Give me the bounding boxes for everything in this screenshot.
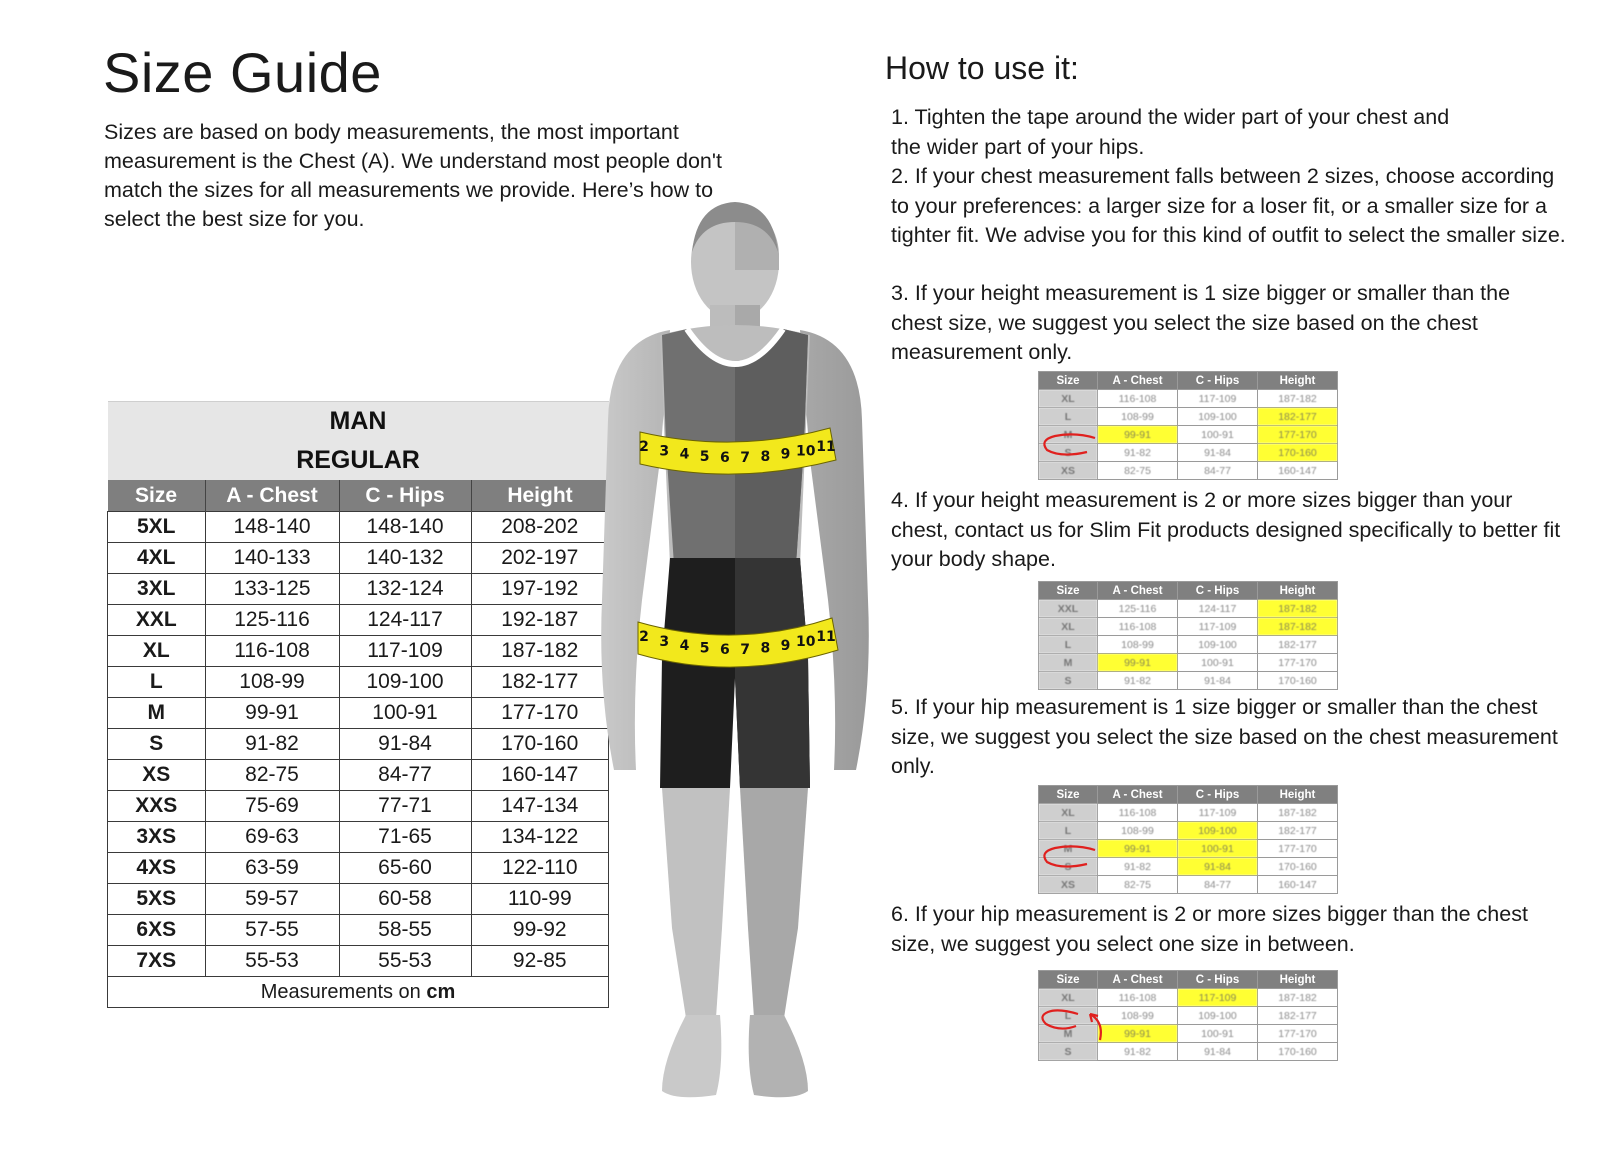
example-cell: 182-177 bbox=[1258, 1007, 1338, 1025]
red-circle-marker-2 bbox=[1040, 842, 1100, 872]
tape-number: 8 bbox=[760, 640, 771, 657]
table-row bbox=[108, 698, 609, 729]
example-cell: L bbox=[1039, 822, 1098, 840]
cell-chest: 140-133 bbox=[205, 543, 339, 574]
cell-height: 187-182 bbox=[471, 636, 609, 667]
ex2-header-height: Height bbox=[1258, 582, 1338, 600]
cell-size: S bbox=[108, 729, 206, 760]
footer-unit: cm bbox=[426, 980, 456, 1003]
example-row bbox=[1039, 390, 1338, 408]
example-row bbox=[1039, 408, 1338, 426]
example-cell: 182-177 bbox=[1258, 636, 1338, 654]
red-circle-marker-1 bbox=[1040, 430, 1100, 460]
ex3-header-size: Size bbox=[1039, 786, 1098, 804]
example-cell: 99-91 bbox=[1098, 1025, 1178, 1043]
example-cell: L bbox=[1039, 408, 1098, 426]
step-4: 4. If your height measurement is 2 or more sizes bigger than your chest, contact us for Slim Fit products designed specifically to better fit your body shape. bbox=[891, 488, 1561, 571]
tape-number: 6 bbox=[720, 449, 730, 466]
example-cell: XL bbox=[1039, 989, 1098, 1007]
tape-number: 3 bbox=[659, 634, 670, 651]
example-cell: 99-91 bbox=[1098, 426, 1178, 444]
example-cell: XL bbox=[1039, 390, 1098, 408]
tape-number: 2 bbox=[639, 438, 649, 455]
example-row bbox=[1039, 618, 1338, 636]
col-header-height: Height bbox=[471, 480, 609, 512]
example-cell: 91-84 bbox=[1178, 672, 1258, 690]
cell-size: 4XS bbox=[108, 853, 206, 884]
example-cell: 177-170 bbox=[1258, 426, 1338, 444]
example-cell: 177-170 bbox=[1258, 840, 1338, 858]
example-cell: 84-77 bbox=[1178, 462, 1258, 480]
figure-right-foot bbox=[749, 1015, 808, 1097]
table-row bbox=[108, 636, 609, 667]
cell-size: L bbox=[108, 667, 206, 698]
example-row bbox=[1039, 654, 1338, 672]
table-row bbox=[108, 853, 609, 884]
table-row bbox=[108, 667, 609, 698]
example-cell: 116-108 bbox=[1098, 390, 1178, 408]
example-cell: 91-82 bbox=[1098, 858, 1178, 876]
cell-chest: 148-140 bbox=[205, 512, 339, 543]
table-row bbox=[108, 729, 609, 760]
ex3-header-height: Height bbox=[1258, 786, 1338, 804]
cell-hips: 84-77 bbox=[339, 760, 471, 791]
tape-number: 8 bbox=[760, 448, 771, 465]
cell-chest: 75-69 bbox=[205, 791, 339, 822]
example-cell: 187-182 bbox=[1258, 618, 1338, 636]
example-cell: S bbox=[1039, 672, 1098, 690]
example-cell: 170-160 bbox=[1258, 858, 1338, 876]
example-cell: 91-82 bbox=[1098, 1043, 1178, 1061]
example-cell: 109-100 bbox=[1178, 1007, 1258, 1025]
example-cell: 177-170 bbox=[1258, 654, 1338, 672]
figure-left-foot bbox=[662, 1015, 721, 1097]
example-cell: 108-99 bbox=[1098, 822, 1178, 840]
table-row bbox=[108, 760, 609, 791]
example-row bbox=[1039, 636, 1338, 654]
example-cell: S bbox=[1039, 858, 1098, 876]
table-row bbox=[108, 512, 609, 543]
example-cell: 91-82 bbox=[1098, 672, 1178, 690]
cell-hips: 140-132 bbox=[339, 543, 471, 574]
cell-chest: 59-57 bbox=[205, 884, 339, 915]
table-row bbox=[108, 884, 609, 915]
col-header-size: Size bbox=[108, 480, 206, 512]
cell-height: 182-177 bbox=[471, 667, 609, 698]
step-3: 3. If your height measurement is 1 size bigger or smaller than the chest size, we suggest you select the size based on the chest measurement only. bbox=[891, 281, 1511, 364]
example-cell: L bbox=[1039, 636, 1098, 654]
cell-height: 99-92 bbox=[471, 915, 609, 946]
col-header-hips: C - Hips bbox=[339, 480, 471, 512]
cell-hips: 124-117 bbox=[339, 605, 471, 636]
example-cell: 109-100 bbox=[1178, 408, 1258, 426]
example-cell: XL bbox=[1039, 618, 1098, 636]
table-row bbox=[108, 791, 609, 822]
example-cell: 117-109 bbox=[1178, 804, 1258, 822]
table-row bbox=[108, 543, 609, 574]
table-row bbox=[108, 915, 609, 946]
example-cell: 91-84 bbox=[1178, 444, 1258, 462]
example-row bbox=[1039, 989, 1338, 1007]
cell-chest: 55-53 bbox=[205, 946, 339, 977]
ex1-header-hips: C - Hips bbox=[1178, 372, 1258, 390]
cell-height: 110-99 bbox=[471, 884, 609, 915]
example-cell: 177-170 bbox=[1258, 1025, 1338, 1043]
cell-height: 170-160 bbox=[471, 729, 609, 760]
example-row bbox=[1039, 672, 1338, 690]
ex4-header-hips: C - Hips bbox=[1178, 971, 1258, 989]
cell-height: 92-85 bbox=[471, 946, 609, 977]
example-table-3 bbox=[1038, 785, 1338, 894]
body-figure bbox=[600, 200, 870, 1120]
example-cell: 117-109 bbox=[1178, 390, 1258, 408]
example-cell: 116-108 bbox=[1098, 989, 1178, 1007]
tape-number: 4 bbox=[679, 446, 690, 463]
example-cell: 100-91 bbox=[1178, 426, 1258, 444]
example-cell: 108-99 bbox=[1098, 636, 1178, 654]
cell-chest: 133-125 bbox=[205, 574, 339, 605]
tape-number: 9 bbox=[780, 638, 791, 655]
figure-left-arm bbox=[601, 330, 670, 770]
example-cell: 117-109 bbox=[1178, 989, 1258, 1007]
cell-chest: 125-116 bbox=[205, 605, 339, 636]
example-row bbox=[1039, 822, 1338, 840]
example-cell: 170-160 bbox=[1258, 672, 1338, 690]
example-row bbox=[1039, 462, 1338, 480]
example-cell: 84-77 bbox=[1178, 876, 1258, 894]
example-row bbox=[1039, 876, 1338, 894]
example-cell: 187-182 bbox=[1258, 804, 1338, 822]
example-cell: 187-182 bbox=[1258, 989, 1338, 1007]
example-row bbox=[1039, 804, 1338, 822]
cell-size: 5XS bbox=[108, 884, 206, 915]
example-cell: XS bbox=[1039, 876, 1098, 894]
tape-number: 11 bbox=[816, 629, 836, 646]
cell-hips: 71-65 bbox=[339, 822, 471, 853]
example-cell: 99-91 bbox=[1098, 840, 1178, 858]
tape-number: 4 bbox=[679, 638, 690, 655]
tape-number: 7 bbox=[740, 449, 750, 466]
tape-number: 7 bbox=[740, 641, 750, 658]
cell-chest: 116-108 bbox=[205, 636, 339, 667]
cell-hips: 55-53 bbox=[339, 946, 471, 977]
table-row bbox=[108, 605, 609, 636]
table-row bbox=[108, 574, 609, 605]
example-cell: M bbox=[1039, 654, 1098, 672]
tape-number: 11 bbox=[816, 438, 836, 455]
example-cell: 124-117 bbox=[1178, 600, 1258, 618]
cell-hips: 109-100 bbox=[339, 667, 471, 698]
cell-size: M bbox=[108, 698, 206, 729]
cell-height: 134-122 bbox=[471, 822, 609, 853]
tape-number: 5 bbox=[699, 448, 710, 465]
cell-size: XL bbox=[108, 636, 206, 667]
cell-chest: 99-91 bbox=[205, 698, 339, 729]
example-cell: 108-99 bbox=[1098, 408, 1178, 426]
red-arrow-marker bbox=[1038, 1006, 1118, 1046]
size-table bbox=[107, 401, 609, 1008]
example-cell: 187-182 bbox=[1258, 390, 1338, 408]
example-cell: 109-100 bbox=[1178, 636, 1258, 654]
step-1: 1. Tighten the tape around the wider part of your chest and the wider part of your hips. bbox=[891, 105, 1450, 159]
example-cell: 116-108 bbox=[1098, 618, 1178, 636]
example-cell: L bbox=[1039, 1007, 1098, 1025]
cell-size: XS bbox=[108, 760, 206, 791]
cell-hips: 65-60 bbox=[339, 853, 471, 884]
intro-text: Sizes are based on body measurements, the most important measurement is the Chest (A). We understand most people don't match the sizes for all measurements we provide. Here’s how to select the best size for you. bbox=[104, 120, 722, 231]
cell-height: 122-110 bbox=[471, 853, 609, 884]
table-fit-label: REGULAR bbox=[108, 441, 609, 480]
col-header-chest: A - Chest bbox=[205, 480, 339, 512]
example-cell: 100-91 bbox=[1178, 1025, 1258, 1043]
cell-chest: 57-55 bbox=[205, 915, 339, 946]
cell-size: XXS bbox=[108, 791, 206, 822]
table-row bbox=[108, 822, 609, 853]
example-table-2 bbox=[1038, 581, 1338, 690]
example-cell: 91-84 bbox=[1178, 858, 1258, 876]
ex2-header-chest: A - Chest bbox=[1098, 582, 1178, 600]
ex4-header-size: Size bbox=[1039, 971, 1098, 989]
table-row bbox=[108, 946, 609, 977]
cell-hips: 117-109 bbox=[339, 636, 471, 667]
cell-size: 3XL bbox=[108, 574, 206, 605]
ex1-header-height: Height bbox=[1258, 372, 1338, 390]
cell-size: 5XL bbox=[108, 512, 206, 543]
ex2-header-hips: C - Hips bbox=[1178, 582, 1258, 600]
cell-height: 160-147 bbox=[471, 760, 609, 791]
cell-size: XXL bbox=[108, 605, 206, 636]
example-cell: 117-109 bbox=[1178, 618, 1258, 636]
figure-right-arm bbox=[800, 330, 869, 770]
example-cell: 82-75 bbox=[1098, 462, 1178, 480]
example-cell: 100-91 bbox=[1178, 840, 1258, 858]
example-cell: XXL bbox=[1039, 600, 1098, 618]
tape-number: 10 bbox=[796, 443, 816, 460]
example-cell: M bbox=[1039, 840, 1098, 858]
cell-hips: 58-55 bbox=[339, 915, 471, 946]
example-cell: 109-100 bbox=[1178, 822, 1258, 840]
example-cell: S bbox=[1039, 1043, 1098, 1061]
cell-hips: 60-58 bbox=[339, 884, 471, 915]
example-cell: 125-116 bbox=[1098, 600, 1178, 618]
cell-hips: 91-84 bbox=[339, 729, 471, 760]
ex3-header-chest: A - Chest bbox=[1098, 786, 1178, 804]
example-cell: 91-84 bbox=[1178, 1043, 1258, 1061]
example-cell: 99-91 bbox=[1098, 654, 1178, 672]
cell-size: 4XL bbox=[108, 543, 206, 574]
cell-height: 192-187 bbox=[471, 605, 609, 636]
cell-height: 202-197 bbox=[471, 543, 609, 574]
example-cell: 82-75 bbox=[1098, 876, 1178, 894]
example-cell: 170-160 bbox=[1258, 444, 1338, 462]
example-cell: 91-82 bbox=[1098, 444, 1178, 462]
step-2: 2. If your chest measurement falls between 2 sizes, choose according to your preferences: a larger size for a loser fit, or a smaller size for a tighter fit. We advise you for this kind of outfit to select the smaller size. bbox=[891, 164, 1566, 247]
example-cell: 182-177 bbox=[1258, 408, 1338, 426]
cell-hips: 100-91 bbox=[339, 698, 471, 729]
tape-number: 5 bbox=[699, 640, 710, 657]
figure-left-leg bbox=[662, 788, 730, 1018]
tape-number: 10 bbox=[796, 634, 816, 651]
tape-number: 6 bbox=[720, 641, 730, 658]
tape-number: 2 bbox=[639, 629, 649, 646]
cell-chest: 91-82 bbox=[205, 729, 339, 760]
example-cell: XS bbox=[1039, 462, 1098, 480]
cell-chest: 63-59 bbox=[205, 853, 339, 884]
cell-hips: 148-140 bbox=[339, 512, 471, 543]
cell-size: 3XS bbox=[108, 822, 206, 853]
cell-height: 147-134 bbox=[471, 791, 609, 822]
how-to-title: How to use it: bbox=[885, 50, 1079, 86]
cell-chest: 69-63 bbox=[205, 822, 339, 853]
ex4-header-chest: A - Chest bbox=[1098, 971, 1178, 989]
example-cell: 160-147 bbox=[1258, 876, 1338, 894]
cell-height: 208-202 bbox=[471, 512, 609, 543]
table-group-label: MAN bbox=[108, 402, 609, 442]
page-title: Size Guide bbox=[103, 41, 382, 104]
step-6: 6. If your hip measurement is 2 or more sizes bigger than the chest size, we suggest you select one size in between. bbox=[891, 902, 1528, 956]
ex1-header-chest: A - Chest bbox=[1098, 372, 1178, 390]
example-cell: 108-99 bbox=[1098, 1007, 1178, 1025]
figure-right-leg bbox=[740, 788, 808, 1018]
cell-size: 6XS bbox=[108, 915, 206, 946]
ex1-header-size: Size bbox=[1039, 372, 1098, 390]
footer-prefix: Measurements on bbox=[260, 980, 427, 1003]
cell-height: 177-170 bbox=[471, 698, 609, 729]
cell-hips: 132-124 bbox=[339, 574, 471, 605]
example-cell: 170-160 bbox=[1258, 1043, 1338, 1061]
example-cell: 182-177 bbox=[1258, 822, 1338, 840]
ex4-header-height: Height bbox=[1258, 971, 1338, 989]
example-table-1 bbox=[1038, 371, 1338, 480]
example-cell: XL bbox=[1039, 804, 1098, 822]
example-cell: 100-91 bbox=[1178, 654, 1258, 672]
ex3-header-hips: C - Hips bbox=[1178, 786, 1258, 804]
step-5: 5. If your hip measurement is 1 size bigger or smaller than the chest size, we suggest you select the size based on the chest measurement only. bbox=[891, 695, 1558, 778]
cell-chest: 108-99 bbox=[205, 667, 339, 698]
tape-number: 9 bbox=[780, 446, 791, 463]
table-footer bbox=[108, 977, 609, 1008]
tape-number: 3 bbox=[659, 443, 670, 460]
cell-size: 7XS bbox=[108, 946, 206, 977]
example-cell: S bbox=[1039, 444, 1098, 462]
table-header-row bbox=[108, 480, 609, 512]
example-cell: M bbox=[1039, 1025, 1098, 1043]
example-cell: 160-147 bbox=[1258, 462, 1338, 480]
example-cell: M bbox=[1039, 426, 1098, 444]
cell-hips: 77-71 bbox=[339, 791, 471, 822]
cell-height: 197-192 bbox=[471, 574, 609, 605]
example-cell: 187-182 bbox=[1258, 600, 1338, 618]
example-row bbox=[1039, 600, 1338, 618]
ex2-header-size: Size bbox=[1039, 582, 1098, 600]
example-cell: 116-108 bbox=[1098, 804, 1178, 822]
cell-chest: 82-75 bbox=[205, 760, 339, 791]
